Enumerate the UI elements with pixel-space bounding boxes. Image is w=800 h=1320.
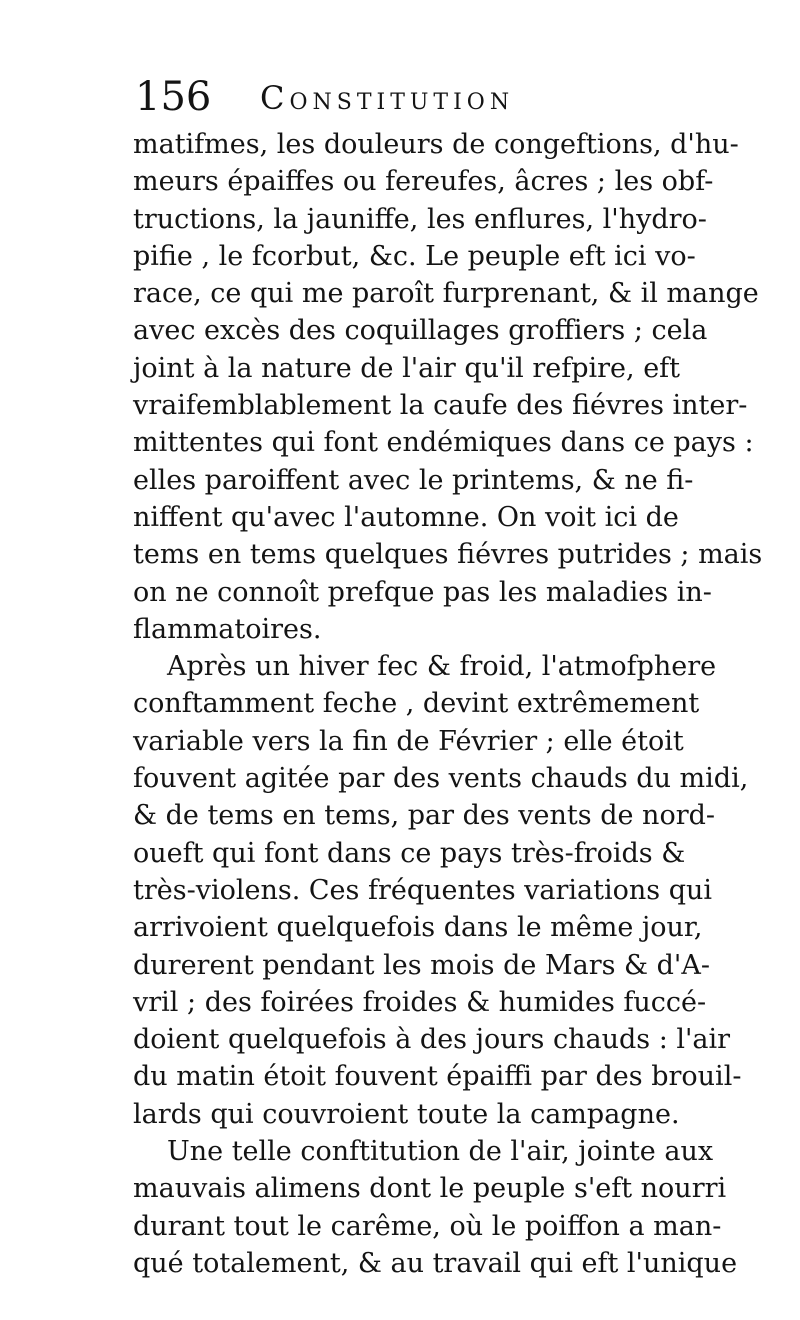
- text-line: du matin étoit fouvent épaiffi par des brouil-: [133, 1061, 742, 1093]
- text-line: doient quelquefois à des jours chauds : l'air: [133, 1024, 731, 1056]
- body-text: [133, 126, 763, 1282]
- text-line: pifie , le fcorbut, &c. Le peuple eft ici vo-: [133, 240, 696, 272]
- text-line: avec excès des coquillages groffiers ; cela: [133, 315, 708, 347]
- text-line: oueft qui font dans ce pays très-froids &: [133, 837, 686, 869]
- text-line: conftamment feche , devint extrêmement: [133, 688, 700, 720]
- text-line: vraifemblablement la caufe des fiévres inter-: [133, 390, 748, 422]
- text-line: durant tout le carême, où le poiffon a man-: [133, 1210, 722, 1242]
- text-line: lards qui couvroient toute la campagne.: [133, 1098, 680, 1130]
- page-header: [135, 72, 675, 122]
- text-line: meurs épaiffes ou fereufes, âcres ; les obf-: [133, 166, 714, 198]
- text-line: arrivoient quelquefois dans le même jour,: [133, 912, 703, 944]
- text-line: tems en tems quelques fiévres putrides ; mais: [133, 539, 763, 571]
- text-line: Après un hiver fec & froid, l'atmofphere: [167, 651, 717, 683]
- text-line: fouvent agitée par des vents chauds du midi,: [133, 763, 749, 795]
- text-line: qué totalement, & au travail qui eft l'unique: [133, 1247, 738, 1279]
- text-line: race, ce qui me paroît furprenant, & il mange: [133, 278, 759, 310]
- text-line: elles paroiffent avec le printems, & ne fi-: [133, 464, 694, 496]
- text-line: tructions, la jauniffe, les enflures, l'hydro-: [133, 203, 707, 235]
- text-line: matifmes, les douleurs de congeftions, d'hu-: [133, 129, 739, 160]
- text-line: flammatoires.: [133, 613, 322, 645]
- text-line: vril ; des foirées froides & humides fuccé-: [133, 986, 707, 1018]
- text-line: mauvais alimens dont le peuple s'eft nourri: [133, 1173, 727, 1205]
- text-line: & de tems en tems, par des vents de nord-: [133, 800, 716, 832]
- text-line: variable vers la fin de Février ; elle étoit: [133, 725, 684, 757]
- text-line: Une telle conftitution de l'air, jointe aux: [167, 1136, 714, 1168]
- page-number: 156: [135, 74, 212, 120]
- running-head: Constitution: [260, 79, 515, 117]
- text-line: niffent qu'avec l'automne. On voit ici de: [133, 501, 679, 533]
- text-line: on ne connoît prefque pas les maladies in-: [133, 576, 712, 608]
- text-line: durerent pendant les mois de Mars & d'A-: [133, 949, 710, 981]
- text-line: mittentes qui font endémiques dans ce pays :: [133, 427, 754, 459]
- text-line: joint à la nature de l'air qu'il refpire, eft: [133, 352, 681, 384]
- text-line: très-violens. Ces fréquentes variations qui: [133, 874, 713, 906]
